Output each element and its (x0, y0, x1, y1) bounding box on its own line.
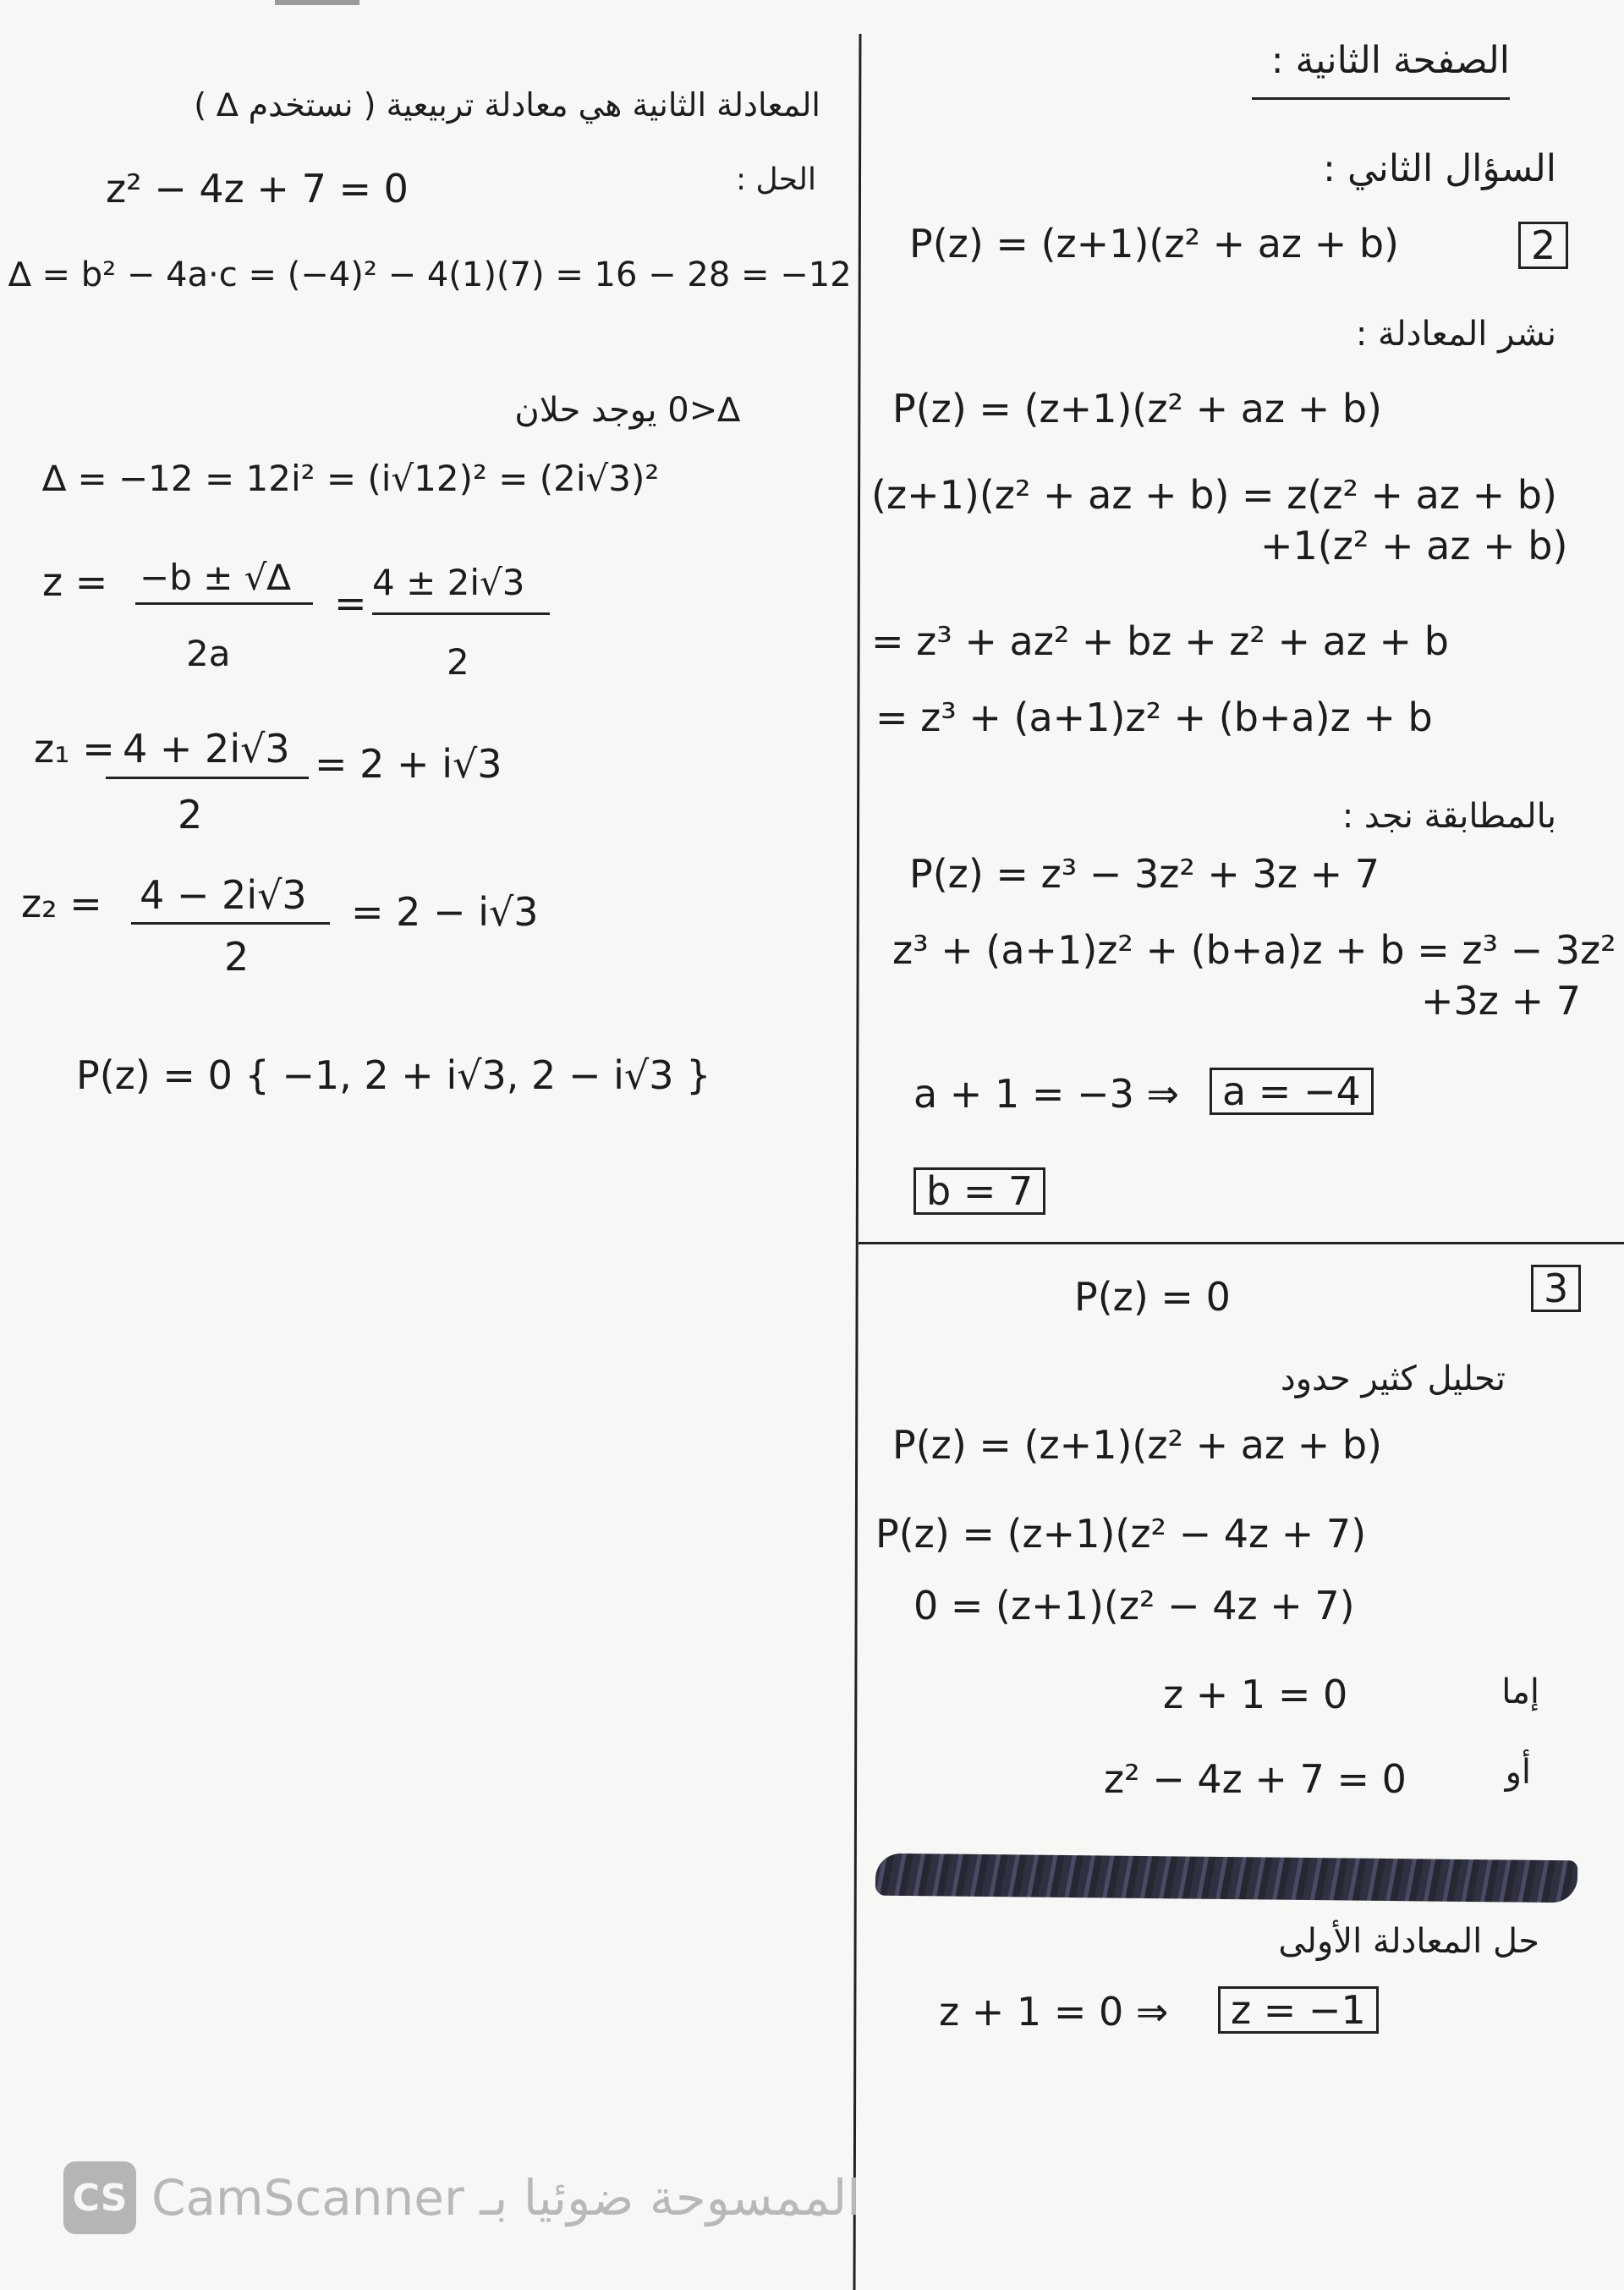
expand-line-4: = z³ + az² + bz + z² + az + b (871, 618, 1449, 664)
p-equals-zero: P(z) = 0 (1074, 1274, 1231, 1320)
question-title: السؤال الثاني : (1323, 147, 1556, 190)
z2-result: = 2 − i√3 (351, 889, 539, 935)
either-label: إما (1501, 1672, 1539, 1711)
z2-denominator: 2 (224, 934, 250, 980)
factor-line-4: z + 1 = 0 (1163, 1672, 1348, 1717)
question-number-2: 2 (1518, 222, 1568, 269)
formula-numerator: −b ± √∆ (140, 557, 291, 598)
formula-equals: = (334, 580, 367, 626)
factor-line-5: z² − 4z + 7 = 0 (1104, 1756, 1407, 1802)
z1-result: = 2 + i√3 (315, 741, 502, 787)
fraction-bar-2 (372, 612, 550, 615)
match-line-1: P(z) = z³ − 3z² + 3z + 7 (909, 851, 1380, 897)
delta-note: ∆<0 يوجد حلان (514, 391, 740, 430)
z1-denominator: 2 (178, 792, 203, 837)
expand-line-3: +1(z² + az + b) (1260, 523, 1568, 568)
camscanner-text: CamScanner الممسوحة ضوئيا بـ (151, 2169, 861, 2227)
fraction-bar (135, 602, 313, 605)
z2-lhs: z₂ = (21, 881, 102, 926)
question-number-3: 3 (1531, 1265, 1581, 1312)
z1-lhs: z₁ = (34, 726, 115, 772)
expand-line-5: = z³ + (a+1)z² + (b+a)z + b (875, 695, 1433, 740)
match-line-4: a + 1 = −3 ⇒ (914, 1071, 1180, 1117)
z2-fraction-bar (131, 922, 330, 925)
match-line-3: +3z + 7 (1421, 978, 1582, 1024)
discriminant-line: ∆ = b² − 4a·c = (−4)² − 4(1)(7) = 16 − 28 = −12 (8, 255, 852, 294)
final-solution-set: P(z) = 0 { −1, 2 + i√3, 2 − i√3 } (76, 1052, 711, 1098)
match-line-2: z³ + (a+1)z² + (b+a)z + b = z³ − 3z² (892, 927, 1616, 973)
z1-fraction-bar (106, 777, 309, 779)
solve-line: z + 1 = 0 ⇒ (939, 1989, 1169, 2035)
a-result: a = −4 (1210, 1068, 1374, 1115)
camscanner-logo: CS (63, 2161, 136, 2234)
formula-lhs: z = (42, 559, 108, 605)
solution-label: الحل : (735, 162, 816, 197)
z-result: z = −1 (1218, 1986, 1379, 2034)
left-heading: المعادلة الثانية هي معادلة تربيعية ( نستخدم ∆ ) (194, 86, 820, 124)
expand-heading: نشر المعادلة : (1355, 315, 1556, 354)
b-result: b = 7 (914, 1167, 1045, 1215)
camscanner-watermark (63, 2161, 860, 2234)
factor-line-3: 0 = (z+1)(z² − 4z + 7) (914, 1583, 1355, 1628)
first-equation-heading: حل المعادلة الأولى (1278, 1922, 1539, 1961)
page-title: الصفحة الثانية : (1270, 39, 1510, 82)
formula-numerator-2: 4 ± 2i√3 (372, 562, 525, 603)
match-heading: بالمطابقة نجد : (1341, 797, 1556, 836)
factor-line-2: P(z) = (z+1)(z² − 4z + 7) (875, 1511, 1367, 1557)
z2-numerator: 4 − 2i√3 (140, 872, 307, 918)
formula-denominator-2: 2 (447, 641, 469, 683)
z1-numerator: 4 + 2i√3 (123, 726, 290, 772)
title-underline (1252, 97, 1510, 100)
given-polynomial: P(z) = (z+1)(z² + az + b) (909, 221, 1399, 266)
quadratic-equation: z² − 4z + 7 = 0 (106, 166, 409, 211)
column-divider (853, 34, 862, 2290)
scan-edge-mark (275, 0, 359, 5)
factor-heading: تحليل كثير حدود (1280, 1359, 1506, 1398)
delta-complex-line: ∆ = −12 = 12i² = (i√12)² = (2i√3)² (42, 458, 660, 499)
expand-line-1: P(z) = (z+1)(z² + az + b) (892, 386, 1382, 431)
formula-denominator: 2a (186, 633, 231, 674)
crossed-out-text (875, 1853, 1577, 1903)
factor-line-1: P(z) = (z+1)(z² + az + b) (892, 1422, 1382, 1468)
expand-line-2: (z+1)(z² + az + b) = z(z² + az + b) (871, 472, 1557, 518)
or-label: أو (1505, 1753, 1531, 1792)
section-divider (859, 1242, 1624, 1244)
